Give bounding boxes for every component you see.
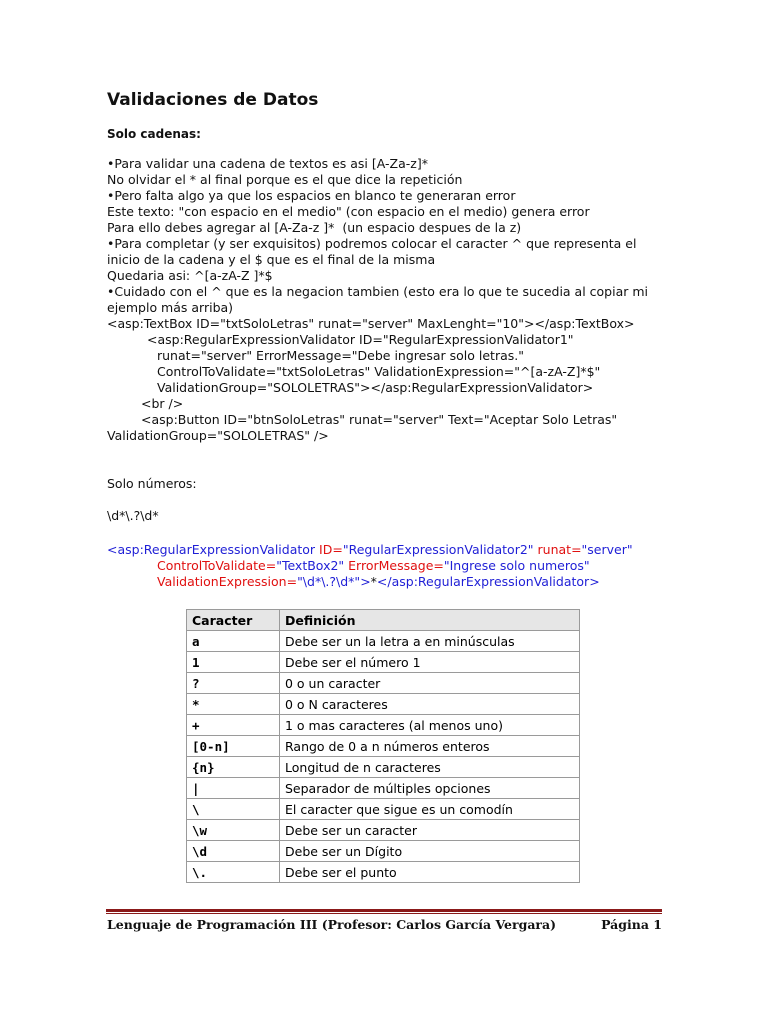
table-row xyxy=(187,694,580,715)
table-cell: [0-n] xyxy=(187,736,280,757)
table-row xyxy=(187,778,580,799)
code-line: <asp:Button ID="btnSoloLetras" runat="server" Text="Aceptar Solo Letras" xyxy=(141,412,618,427)
code-line: ValidationGroup="SOLOLETRAS"></asp:RegularExpressionValidator> xyxy=(157,380,594,395)
code-line: <br /> xyxy=(141,396,184,411)
table-cell: + xyxy=(187,715,280,736)
text-line: Quedaria asi: ^[a-zA-Z ]*$ xyxy=(107,268,273,283)
table-cell: El caracter que sigue es un comodín xyxy=(280,799,580,820)
footer-rule-thin xyxy=(106,913,662,914)
code-line: ControlToValidate="txtSoloLetras" ValidationExpression="^[a-zA-Z]*$" xyxy=(157,364,601,379)
table-cell: \w xyxy=(187,820,280,841)
code-line: <asp:TextBox ID="txtSoloLetras" runat="server" MaxLenght="10"></asp:TextBox> xyxy=(107,316,635,331)
table-row xyxy=(187,715,580,736)
text-line: Este texto: "con espacio en el medio" (con espacio en el medio) genera error xyxy=(107,204,590,219)
code-line: ControlToValidate="TextBox2" ErrorMessage="Ingrese solo numeros" xyxy=(157,558,590,573)
text-line: No olvidar el * al final porque es el que dice la repetición xyxy=(107,172,463,187)
table-cell: 0 o N caracteres xyxy=(280,694,580,715)
section-subtitle: Solo cadenas: xyxy=(107,127,201,141)
table-row xyxy=(187,757,580,778)
table-cell: ? xyxy=(187,673,280,694)
table-row xyxy=(187,820,580,841)
table-row xyxy=(187,841,580,862)
column-header: Caracter xyxy=(187,610,280,631)
table-header-row xyxy=(187,610,580,631)
table-cell: 1 xyxy=(187,652,280,673)
table-cell: 0 o un caracter xyxy=(280,673,580,694)
text-line: •Pero falta algo ya que los espacios en blanco te generaran error xyxy=(107,188,516,203)
table-cell: Debe ser un la letra a en minúsculas xyxy=(280,631,580,652)
table-cell: \ xyxy=(187,799,280,820)
table-row xyxy=(187,862,580,883)
table-cell: {n} xyxy=(187,757,280,778)
table-row xyxy=(187,652,580,673)
numbers-regex: \d*\.?\d* xyxy=(107,508,159,523)
table-cell: Separador de múltiples opciones xyxy=(280,778,580,799)
table-row xyxy=(187,736,580,757)
footer-page-number: Página 1 xyxy=(601,917,662,932)
table-cell: * xyxy=(187,694,280,715)
code-line: <asp:RegularExpressionValidator ID="RegularExpressionValidator1" xyxy=(147,332,574,347)
text-line: Para ello debes agregar al [A-Za-z ]* (un espacio despues de la z) xyxy=(107,220,522,235)
table-cell: 1 o mas caracteres (al menos uno) xyxy=(280,715,580,736)
colored-code-block xyxy=(107,542,667,590)
footer-rule xyxy=(106,909,662,912)
table-cell: \d xyxy=(187,841,280,862)
table-cell: Debe ser un Dígito xyxy=(280,841,580,862)
table-row xyxy=(187,799,580,820)
table-cell: Debe ser el número 1 xyxy=(280,652,580,673)
table-cell: Longitud de n caracteres xyxy=(280,757,580,778)
table-cell: Debe ser un caracter xyxy=(280,820,580,841)
text-line: •Para validar una cadena de textos es asi [A-Za-z]* xyxy=(107,156,428,171)
table-cell: | xyxy=(187,778,280,799)
table-cell: \. xyxy=(187,862,280,883)
footer-course-title: Lenguaje de Programación III (Profesor: Carlos García Vergara) xyxy=(107,917,557,932)
text-line: •Cuidado con el ^ que es la negacion tambien (esto era lo que te sucedia al copiar mi ejemplo más arriba) xyxy=(107,284,649,315)
code-line: ValidationExpression="\d*\.?\d*">*</asp:RegularExpressionValidator> xyxy=(157,574,600,589)
table-cell: Rango de 0 a n números enteros xyxy=(280,736,580,757)
code-line: runat="server" ErrorMessage="Debe ingresar solo letras." xyxy=(157,348,524,363)
column-header: Definición xyxy=(280,610,580,631)
definitions-table xyxy=(186,609,580,883)
table-row xyxy=(187,631,580,652)
table-cell: a xyxy=(187,631,280,652)
body-text xyxy=(107,156,667,444)
table-row xyxy=(187,673,580,694)
text-line: •Para completar (y ser exquisitos) podremos colocar el caracter ^ que representa el inicio de la cadena y el $ que es el final de la misma xyxy=(107,236,637,267)
code-line: <asp:RegularExpressionValidator ID="RegularExpressionValidator2" runat="server" xyxy=(107,542,633,557)
table-cell: Debe ser el punto xyxy=(280,862,580,883)
page-title: Validaciones de Datos xyxy=(107,90,319,110)
code-line: ValidationGroup="SOLOLETRAS" /> xyxy=(107,428,329,443)
numbers-heading: Solo números: xyxy=(107,476,197,491)
